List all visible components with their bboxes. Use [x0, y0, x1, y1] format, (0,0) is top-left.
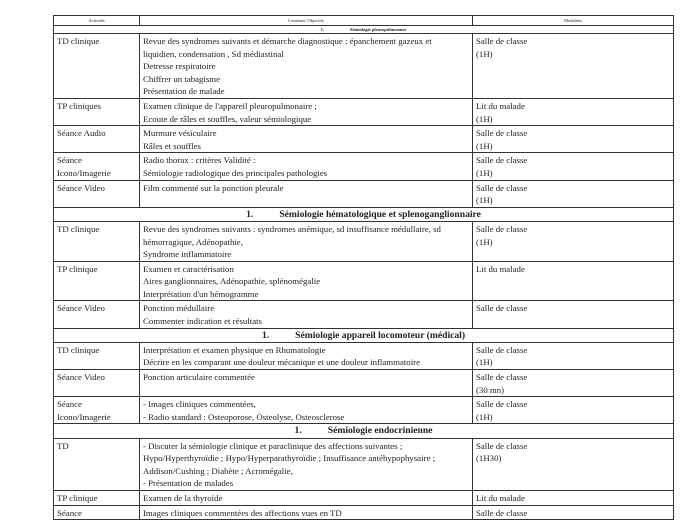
document-page	[53, 15, 673, 520]
section-title: Sémiologie hématologique et splenoganglionnaire	[279, 208, 481, 220]
activity-line: TD clinique	[57, 223, 100, 234]
content-line: Images cliniques commentées des affections vues en TD	[143, 507, 342, 518]
activity-line: Séance Audio	[57, 128, 106, 139]
section-number: 1.	[320, 27, 324, 32]
section-heading-row	[54, 328, 674, 342]
content-line: Aires ganglionnaires, Adénopathie, splénomégalie	[143, 276, 321, 287]
modality-cell	[473, 505, 674, 520]
table-header-row	[54, 16, 674, 26]
content-line: - Présentation de malades	[143, 478, 234, 489]
activity-line: Icono/Imagerie	[57, 167, 111, 178]
table-row	[54, 342, 674, 369]
activity-line: Icono/Imagerie	[57, 411, 111, 422]
activity-cell	[54, 98, 140, 125]
modality-line: Salle de classe	[476, 155, 528, 166]
modality-line: (30 mn)	[476, 384, 505, 395]
table-row	[54, 126, 674, 153]
content-line: Râles et souffles	[143, 140, 201, 151]
activity-line: TP cliniques	[57, 100, 101, 111]
section-title: Sémiologie pleuropulmonaire	[349, 27, 407, 32]
section-heading	[54, 328, 674, 342]
section-number: 1.	[294, 425, 302, 437]
content-line: Examen et caractérisation	[143, 263, 234, 274]
table-row	[54, 98, 674, 125]
modality-cell	[473, 491, 674, 506]
activity-cell	[54, 180, 140, 207]
modality-cell	[473, 370, 674, 397]
modality-line: (1H)	[476, 48, 493, 59]
activity-cell	[54, 397, 140, 424]
modality-line: Salle de classe	[476, 128, 528, 139]
content-line: Interprétation d'un hémogramme	[143, 288, 259, 299]
modality-cell	[473, 261, 674, 301]
header-contenus: Contenus/ Objectifs	[140, 16, 473, 26]
content-line: Detresse respiratoire	[143, 61, 216, 72]
content-line: Présentation de malade	[143, 86, 225, 97]
section-heading-row	[54, 207, 674, 221]
content-cell	[140, 370, 473, 397]
modality-line: Salle de classe	[476, 372, 528, 383]
modality-line: Salle de classe	[476, 344, 528, 355]
activity-line: TP clinique	[57, 493, 98, 504]
program-table	[53, 15, 674, 520]
content-line: Murmure vésiculaire	[143, 128, 217, 139]
modality-cell	[473, 180, 674, 207]
table-row	[54, 491, 674, 506]
modality-cell	[473, 153, 674, 180]
table-row	[54, 370, 674, 397]
content-line: Décrire en les comparant une douleur mécanique et une douleur inflammatoire	[143, 357, 420, 368]
section-heading-row	[54, 424, 674, 438]
modality-line: (1H30)	[476, 453, 502, 464]
modality-cell	[473, 98, 674, 125]
content-cell	[140, 301, 473, 328]
content-line: Radio thorax : critères Validité :	[143, 155, 256, 166]
modality-line: (1H)	[476, 195, 493, 206]
table-row	[54, 34, 674, 99]
content-line: Sémiologie radiologique des principales pathologies	[143, 167, 328, 178]
modality-cell	[473, 438, 674, 490]
activity-line: TD clinique	[57, 344, 100, 355]
content-line: liquidien, condensation , Sd médiastinal	[143, 48, 284, 59]
activity-line: TD clinique	[57, 36, 100, 46]
header-activites: Activités	[54, 16, 140, 26]
modality-cell	[473, 221, 674, 261]
modality-line: Lit du malade	[476, 263, 525, 274]
section-heading	[54, 26, 674, 34]
activity-cell	[54, 34, 140, 99]
activity-cell	[54, 505, 140, 520]
table-row	[54, 180, 674, 207]
activity-line: Séance Video	[57, 182, 105, 193]
content-line: Examen clinique de l'appareil pleuropulmonaire ;	[143, 100, 317, 111]
table-row	[54, 301, 674, 328]
content-line: Examen de la thyroïde	[143, 493, 223, 504]
modality-line: (1H)	[476, 411, 493, 422]
activity-line: Séance Video	[57, 303, 105, 314]
modality-line: Salle de classe	[476, 182, 528, 193]
content-cell	[140, 342, 473, 369]
content-line: Syndrome inflammatoire	[143, 249, 232, 260]
section-title: Sémiologie appareil locomoteur (médical)	[295, 329, 466, 341]
content-line: hémorragique, Adénopathie,	[143, 236, 243, 247]
modality-line: Salle de classe	[476, 399, 528, 410]
activity-line: TD	[57, 440, 69, 451]
content-line: Hypo/Hyperthyroïdie ; Hypo/Hyperparathyroïdie ; Insuffisance antéhypophysaire ;	[143, 453, 436, 464]
section-heading-row	[54, 26, 674, 34]
modality-cell	[473, 34, 674, 99]
content-line: Ponction médullaire	[143, 303, 215, 314]
content-cell	[140, 221, 473, 261]
content-cell	[140, 261, 473, 301]
modality-line: (1H)	[476, 357, 493, 368]
activity-cell	[54, 126, 140, 153]
table-row	[54, 505, 674, 520]
section-number: 1.	[261, 329, 270, 341]
content-line: - Radio standard : Osteoporose, Osteolyse, Osteosclerose	[143, 411, 345, 422]
content-line: Ecoute de râles et souffles, valeur sémiologique	[143, 113, 312, 124]
modality-cell	[473, 397, 674, 424]
section-heading	[54, 207, 674, 221]
content-cell	[140, 126, 473, 153]
activity-line: Séance Video	[57, 372, 105, 383]
content-line: Addison/Cushing ; Diabète ; Acromégalie,	[143, 465, 293, 476]
table-row	[54, 221, 674, 261]
modality-line: Lit du malade	[476, 493, 525, 504]
content-cell	[140, 438, 473, 490]
content-cell	[140, 180, 473, 207]
activity-cell	[54, 491, 140, 506]
content-line: Interprétation et examen physique en Rhumatologie	[143, 344, 326, 355]
modality-line: Salle de classe	[476, 440, 528, 451]
modality-line: Salle de classe	[476, 303, 528, 314]
activity-line: Séance	[57, 155, 82, 166]
modality-line: Salle de classe	[476, 507, 528, 518]
content-cell	[140, 34, 473, 99]
header-modalites: Modalités	[473, 16, 674, 26]
content-line: - Discuter la sémiologie clinique et paraclinique des affections suivantes ;	[143, 440, 403, 451]
section-title: Sémiologie endocrinienne	[327, 425, 433, 437]
modality-cell	[473, 342, 674, 369]
modality-cell	[473, 126, 674, 153]
modality-line: Salle de classe	[476, 223, 528, 234]
activity-cell	[54, 438, 140, 490]
modality-line: (1H)	[476, 140, 493, 151]
activity-cell	[54, 370, 140, 397]
content-cell	[140, 397, 473, 424]
table-row	[54, 261, 674, 301]
content-line: Chiffrer un tabagisme	[143, 73, 221, 84]
table-row	[54, 153, 674, 180]
modality-line: Salle de classe	[476, 36, 528, 46]
activity-cell	[54, 153, 140, 180]
activity-line: TP clinique	[57, 263, 98, 274]
activity-cell	[54, 342, 140, 369]
modality-line: (1H)	[476, 167, 493, 178]
content-line: Film commenté sur la ponction pleurale	[143, 182, 284, 193]
modality-line: (1H)	[476, 113, 493, 124]
table-row	[54, 397, 674, 424]
content-cell	[140, 491, 473, 506]
content-cell	[140, 153, 473, 180]
content-line: Commenter indication et résultats	[143, 316, 262, 327]
content-cell	[140, 98, 473, 125]
activity-cell	[54, 221, 140, 261]
content-line: Ponction articulaire commentée	[143, 372, 255, 383]
content-cell	[140, 505, 473, 520]
activity-line: Séance	[57, 507, 82, 518]
activity-cell	[54, 301, 140, 328]
modality-line: Lit du malade	[476, 100, 525, 111]
activity-cell	[54, 261, 140, 301]
activity-line: Séance	[57, 399, 82, 410]
table-row	[54, 438, 674, 490]
section-number: 1.	[246, 208, 254, 220]
content-line: - Images cliniques commentées,	[143, 399, 256, 410]
modality-line: (1H)	[476, 236, 493, 247]
content-line: Revue des syndromes suivants : syndromes anémique, sd insuffisance médullaire, sd	[143, 223, 441, 234]
modality-cell	[473, 301, 674, 328]
content-line: Revue des syndromes suivants et démarche diagnostique : épanchement gazeux et	[143, 36, 432, 46]
section-heading	[54, 424, 674, 438]
